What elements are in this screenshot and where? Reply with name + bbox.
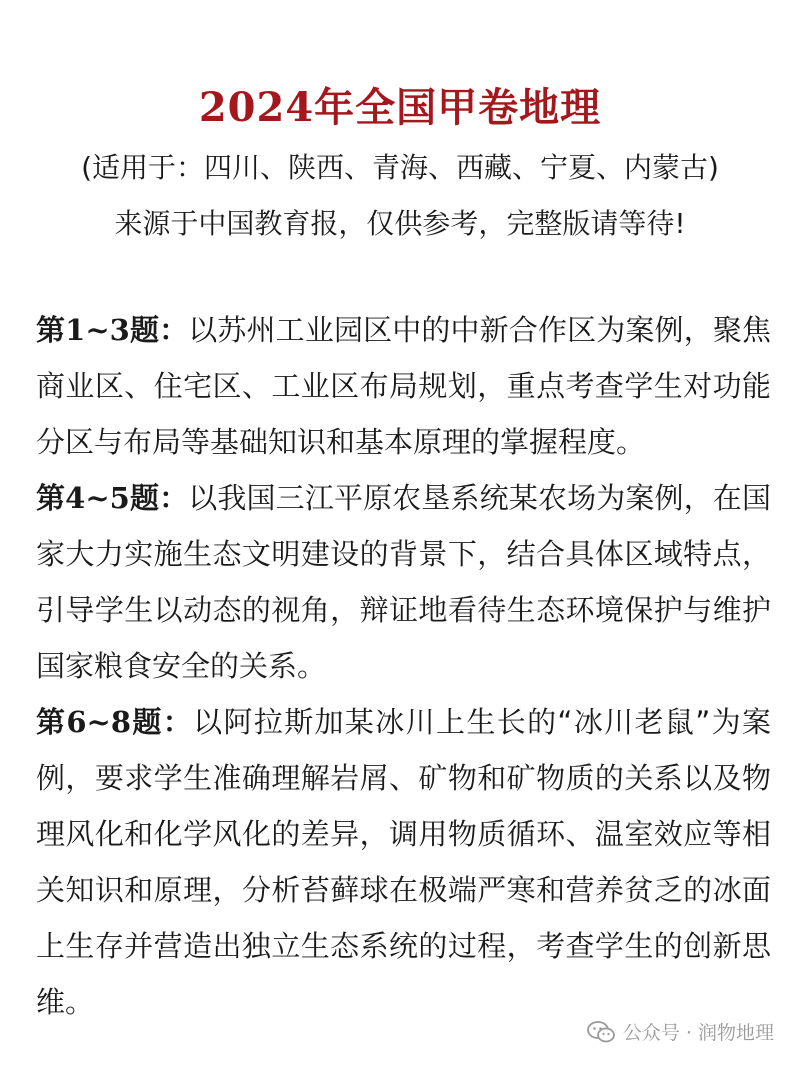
section-6-8 [36, 694, 771, 1030]
source-note: 来源于中国教育报，仅供参考，完整版请等待! [114, 207, 686, 240]
section-1-3 [36, 302, 771, 470]
wechat-icon [587, 1021, 615, 1043]
watermark-text: 公众号 · 润物地理 [622, 1022, 774, 1044]
section-label: 第1~3题： [36, 313, 189, 347]
section-text: 以阿拉斯加某冰川上生长的“冰川老鼠”为案例，要求学生准确理解岩屑、矿物和矿物质的关系以及物理风化和化学风化的差异，调用物质循环、温室效应等相关知识和原理，分析苔藓球在极端严寒和营养贫乏的冰面上生存并营造出独立生态系统的过程，考查学生的创新思维。 [36, 705, 771, 1019]
section-label: 第6~8题： [36, 705, 194, 739]
applicable-regions: (适用于：四川、陕西、青海、西藏、宁夏、内蒙古) [81, 151, 719, 184]
section-label: 第4~5题： [36, 481, 189, 515]
page-title: 2024年全国甲卷地理 [198, 84, 602, 131]
section-4-5 [36, 470, 771, 694]
section-text: 以苏州工业园区中的中新合作区为案例，聚焦商业区、住宅区、工业区布局规划，重点考查学生对功能分区与布局等基础知识和基本原理的掌握程度。 [36, 313, 771, 459]
section-text: 以我国三江平原农垦系统某农场为案例，在国家大力实施生态文明建设的背景下，结合具体区域特点，引导学生以动态的视角，辩证地看待生态环境保护与维护国家粮食安全的关系。 [36, 481, 771, 683]
document-body [36, 302, 771, 1030]
watermark [587, 1018, 774, 1045]
